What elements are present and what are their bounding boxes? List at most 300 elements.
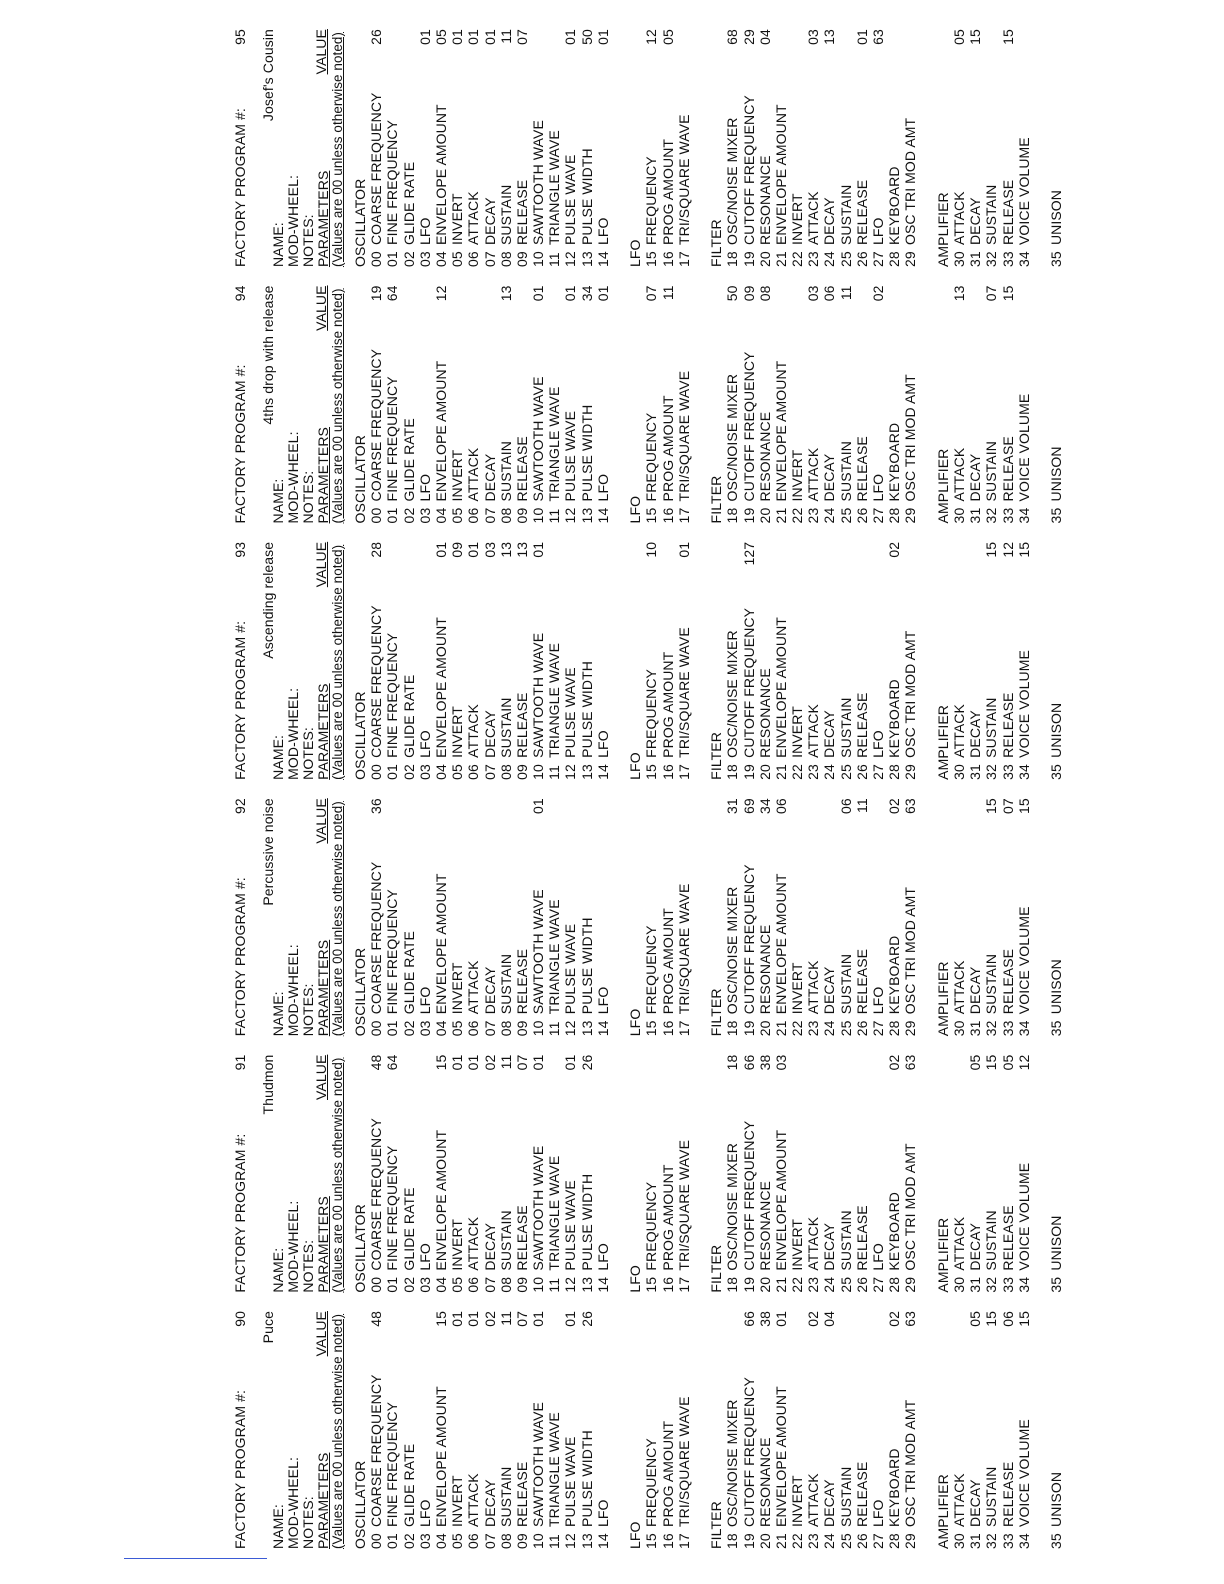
parameter-row: [757, 798, 773, 1036]
parameter-row: [417, 1055, 433, 1293]
parameter-name: LFO: [594, 217, 611, 246]
parameter-value: 13: [821, 29, 838, 45]
parameter-number: 18: [724, 764, 741, 780]
parameter-row: [417, 542, 433, 780]
section-title: FILTER: [708, 219, 725, 268]
parameter-value: 01: [562, 29, 579, 45]
parameter-number: 12: [562, 507, 579, 524]
parameter-name: FINE FREQUENCY: [384, 119, 401, 246]
parameter-value: 50: [724, 285, 741, 302]
factory-program-label: FACTORY PROGRAM #:: [232, 1390, 248, 1549]
parameter-number: 30: [950, 507, 967, 524]
parameter-name: LFO: [870, 1243, 886, 1271]
parameter-name: INVERT: [449, 706, 466, 758]
parameter-name: TRI/SQUARE WAVE: [675, 114, 692, 246]
parameter-number: 22: [789, 507, 806, 524]
parameter-value: 05: [999, 1054, 1016, 1071]
parameter-number: 29: [902, 1276, 919, 1293]
parameter-value: 15: [432, 1054, 449, 1071]
parameter-value: 29: [740, 29, 757, 45]
parameter-row: [465, 29, 481, 267]
parameter-number: 32: [983, 764, 1000, 780]
parameter-number: 32: [983, 1276, 1000, 1293]
parameter-row: [530, 29, 546, 267]
parameter-number: 15: [643, 251, 660, 268]
parameter-value: 15: [983, 1054, 1000, 1071]
parameter-name: DECAY: [481, 966, 498, 1015]
spacer: [1032, 542, 1048, 780]
parameter-row: [902, 798, 918, 1036]
parameter-value: 48: [368, 1311, 385, 1327]
parameter-name: OSC/NOISE MIXER: [724, 373, 741, 502]
parameter-name: UNISON: [1048, 1471, 1065, 1527]
parameter-name: INVERT: [449, 1218, 466, 1271]
spacer: [692, 542, 708, 780]
parameter-value: 02: [805, 1311, 822, 1327]
parameter-number: 02: [400, 507, 417, 524]
program-meta: [258, 541, 316, 780]
parameter-name: RELEASE: [853, 948, 870, 1015]
parameter-name: VOICE VOLUME: [1015, 650, 1032, 758]
parameter-number: 10: [530, 251, 547, 268]
program-number: 94: [232, 285, 248, 302]
section-title: OSCILLATOR: [352, 691, 368, 780]
parameter-list: [352, 29, 1064, 267]
program-panel: [230, 542, 1205, 780]
parameter-number: 26: [853, 1276, 870, 1293]
parameter-row: [838, 1055, 854, 1293]
parameter-number: 06: [465, 1533, 482, 1549]
parameter-name: SAWTOOTH WAVE: [530, 120, 547, 246]
parameter-name: ENVELOPE AMOUNT: [772, 617, 789, 758]
parameter-row: [562, 798, 578, 1036]
parameter-value: 01: [530, 798, 547, 814]
parameter-row: [384, 1311, 400, 1549]
name-label: NAME:: [270, 478, 286, 524]
parameter-row: [498, 285, 514, 523]
parameter-row: [514, 798, 530, 1036]
parameter-row: [983, 1311, 999, 1549]
parameter-row: [433, 1055, 449, 1293]
parameter-row: [546, 1311, 562, 1549]
parameter-row: [417, 1311, 433, 1549]
program-name: Thudmon: [260, 1054, 276, 1115]
parameter-value: 05: [967, 1054, 984, 1071]
parameter-row: [449, 29, 465, 267]
parameter-row: [384, 542, 400, 780]
parameter-value: 07: [999, 798, 1016, 814]
parameter-row: [482, 798, 498, 1036]
parameter-row: [821, 1055, 837, 1293]
parameter-row: [579, 1311, 595, 1549]
parameter-number: 03: [416, 1020, 433, 1037]
parameter-number: 17: [675, 764, 692, 780]
parameter-number: 11: [546, 1021, 563, 1037]
parameter-row: [1000, 798, 1016, 1036]
parameter-number: 19: [740, 1276, 757, 1293]
parameter-number: 07: [481, 1276, 498, 1293]
parameter-number: 07: [481, 1020, 498, 1037]
parameter-name: SUSTAIN: [837, 1466, 854, 1527]
parameter-value: 38: [756, 1054, 773, 1071]
parameter-value: 01: [449, 1054, 466, 1071]
parameter-number: 28: [886, 251, 903, 268]
parameter-name: ATTACK: [950, 447, 967, 502]
parameter-number: 17: [675, 507, 692, 524]
spacer: [611, 1311, 627, 1549]
parameters-header: [315, 29, 349, 267]
parameter-number: 28: [886, 1533, 903, 1549]
spacer: [692, 798, 708, 1036]
parameter-number: 13: [578, 507, 595, 524]
section-title: LFO: [627, 1008, 644, 1037]
parameter-number: 13: [578, 1020, 595, 1037]
parameter-number: 28: [886, 1276, 903, 1293]
parameter-name: INVERT: [789, 962, 806, 1015]
parameter-name: TRIANGLE WAVE: [546, 130, 563, 246]
parameter-number: 14: [594, 507, 611, 524]
parameter-number: 15: [643, 1276, 660, 1293]
parameter-name: ATTACK: [950, 704, 967, 758]
parameter-name: UNISON: [1048, 189, 1065, 246]
parameter-value: 01: [562, 1054, 579, 1071]
parameter-name: KEYBOARD: [886, 1448, 903, 1527]
parameter-number: 31: [967, 1020, 984, 1037]
parameter-number: 33: [999, 1276, 1016, 1293]
parameter-number: 30: [950, 251, 967, 268]
program-header: [232, 1311, 250, 1549]
parameter-value: 03: [481, 541, 498, 558]
parameter-row: [886, 285, 902, 523]
parameter-name: OSC TRI MOD AMT: [902, 886, 919, 1015]
parameter-row: [465, 1311, 481, 1549]
parameter-row: [886, 798, 902, 1036]
section-title: OSCILLATOR: [352, 1460, 368, 1549]
parameter-row: [514, 29, 530, 267]
parameter-number: 16: [659, 507, 676, 524]
factory-program-label: FACTORY PROGRAM #:: [232, 620, 248, 780]
parameter-row: [546, 29, 562, 267]
parameter-number: 32: [983, 1533, 1000, 1549]
parameter-number: 15: [643, 1020, 660, 1037]
parameter-number: 15: [643, 764, 660, 780]
parameter-row: [530, 285, 546, 523]
parameter-name: COARSE FREQUENCY: [368, 605, 385, 758]
parameter-number: 22: [789, 251, 806, 268]
parameter-name: UNISON: [1048, 959, 1065, 1015]
parameter-name: CUTOFF FREQUENCY: [740, 607, 757, 758]
parameter-number: 34: [1015, 251, 1032, 268]
parameter-number: 21: [772, 507, 789, 524]
parameter-number: 02: [400, 1533, 417, 1549]
parameter-number: 17: [675, 1276, 692, 1293]
parameter-name: DECAY: [821, 453, 838, 502]
parameter-name: DECAY: [821, 1222, 838, 1271]
parameter-number: 35: [1048, 507, 1065, 524]
parameter-value: 04: [756, 29, 773, 45]
parameter-name: PROG AMOUNT: [659, 1420, 676, 1527]
parameter-row: [643, 542, 659, 780]
parameter-row: [789, 1055, 805, 1293]
parameter-row: [805, 1311, 821, 1549]
parameter-name: DECAY: [821, 197, 838, 246]
parameter-value: 31: [724, 798, 741, 814]
parameter-value: 06: [772, 798, 789, 814]
parameter-name: OSC TRI MOD AMT: [902, 374, 919, 502]
parameter-number: 19: [740, 507, 757, 524]
parameter-value: 11: [853, 798, 870, 813]
value-label: VALUE: [313, 1054, 329, 1100]
parameter-value: 09: [449, 541, 466, 558]
parameter-value: 07: [643, 285, 660, 302]
parameter-number: 27: [870, 764, 886, 780]
parameter-name: SUSTAIN: [983, 1466, 1000, 1527]
parameter-row: [1000, 285, 1016, 523]
parameter-name: FINE FREQUENCY: [384, 889, 401, 1015]
parameter-name: RELEASE: [853, 1205, 870, 1271]
parameter-row: [595, 542, 611, 780]
parameter-number: 27: [870, 507, 886, 524]
parameter-number: 08: [497, 1276, 514, 1293]
parameter-value: 15: [983, 1311, 1000, 1327]
parameter-name: LFO: [870, 986, 886, 1015]
parameter-value: 01: [449, 29, 466, 45]
parameter-name: COARSE FREQUENCY: [368, 348, 385, 502]
program-panel: [230, 29, 1205, 267]
parameter-value: 03: [772, 1054, 789, 1071]
parameter-number: 07: [481, 507, 498, 524]
parameter-value: 34: [756, 798, 773, 814]
program-name: Ascending release: [260, 541, 276, 659]
parameter-name: ENVELOPE AMOUNT: [432, 1386, 449, 1527]
parameter-number: 06: [465, 1276, 482, 1293]
parameter-name: RELEASE: [853, 436, 870, 502]
mod-wheel-label: MOD-WHEEL:: [285, 431, 301, 524]
parameter-row: [1000, 542, 1016, 780]
parameter-value: 13: [497, 285, 514, 302]
parameter-value: 09: [740, 285, 757, 302]
parameter-value: 02: [886, 798, 903, 814]
parameter-row: [821, 1311, 837, 1549]
parameter-name: PULSE WAVE: [562, 667, 579, 758]
parameter-row: [401, 798, 417, 1036]
parameter-number: 01: [384, 1276, 401, 1293]
parameter-number: 21: [772, 1276, 789, 1293]
spacer: [1032, 29, 1048, 267]
parameter-row: [498, 1311, 514, 1549]
parameter-number: 10: [530, 1276, 547, 1293]
parameter-name: DECAY: [821, 966, 838, 1015]
parameter-number: 32: [983, 507, 1000, 524]
spacer: [919, 285, 935, 523]
parameter-name: LFO: [416, 217, 433, 246]
parameter-name: COARSE FREQUENCY: [368, 1374, 385, 1527]
parameter-number: 21: [772, 1020, 789, 1037]
parameter-name: VOICE VOLUME: [1015, 1162, 1032, 1271]
spacer: [1032, 285, 1048, 523]
parameter-number: 33: [999, 507, 1016, 524]
parameter-name: OSC/NOISE MIXER: [724, 630, 741, 758]
parameter-value: 01: [675, 541, 692, 558]
parameter-number: 34: [1015, 764, 1032, 780]
section-title: AMPLIFIER: [934, 448, 951, 524]
parameter-row: [854, 542, 870, 780]
parameter-name: RELEASE: [513, 436, 530, 502]
parameter-row: [773, 29, 789, 267]
parameter-name: FINE FREQUENCY: [384, 376, 401, 502]
parameter-name: VOICE VOLUME: [1015, 137, 1032, 246]
value-label: VALUE: [313, 541, 329, 588]
program-meta: [258, 285, 316, 524]
parameter-number: 22: [789, 1276, 806, 1293]
parameter-number: 30: [950, 1020, 967, 1037]
parameter-name: LFO: [594, 1243, 611, 1271]
parameter-row: [1048, 542, 1064, 780]
parameter-row: [546, 798, 562, 1036]
parameter-row: [773, 1311, 789, 1549]
parameter-number: 30: [950, 1533, 967, 1549]
parameter-row: [676, 1055, 692, 1293]
parameter-row: [643, 29, 659, 267]
parameter-value: 15: [983, 541, 1000, 558]
parameter-name: ENVELOPE AMOUNT: [432, 617, 449, 758]
factory-program-label: FACTORY PROGRAM #:: [232, 877, 248, 1037]
parameter-name: GLIDE RATE: [400, 931, 417, 1015]
parameter-row: [789, 542, 805, 780]
parameter-number: 08: [497, 1020, 514, 1037]
parameter-name: ENVELOPE AMOUNT: [432, 104, 449, 246]
parameter-number: 07: [481, 251, 498, 268]
parameter-row: [724, 1055, 740, 1293]
parameter-row: [870, 285, 886, 523]
parameter-row: [401, 29, 417, 267]
page-footer-line: [124, 1558, 267, 1559]
parameter-row: [498, 798, 514, 1036]
parameter-row: [1048, 1055, 1064, 1293]
parameter-row: [757, 542, 773, 780]
parameter-row: [741, 285, 757, 523]
parameter-number: 31: [967, 1276, 984, 1293]
parameter-name: PROG AMOUNT: [659, 138, 676, 246]
parameter-row: [1016, 29, 1032, 267]
parameter-name: RESONANCE: [756, 668, 773, 758]
program-number: 95: [232, 29, 248, 45]
parameter-number: 24: [821, 1276, 838, 1293]
parameter-number: 14: [594, 1276, 611, 1293]
parameter-name: OSC/NOISE MIXER: [724, 1143, 741, 1271]
parameter-name: FINE FREQUENCY: [384, 1401, 401, 1527]
parameter-number: 04: [432, 764, 449, 780]
parameter-number: 03: [416, 507, 433, 524]
parameter-number: 27: [870, 1533, 886, 1549]
parameter-number: 16: [659, 764, 676, 780]
parameter-row: [482, 542, 498, 780]
parameter-name: DECAY: [967, 710, 984, 758]
parameter-number: 28: [886, 507, 903, 524]
parameter-number: 02: [400, 1020, 417, 1037]
parameter-row: [595, 29, 611, 267]
parameter-row: [773, 798, 789, 1036]
parameter-number: 11: [546, 765, 563, 780]
parameter-row: [514, 1055, 530, 1293]
parameter-row: [821, 285, 837, 523]
parameter-number: 14: [594, 251, 611, 268]
parameter-name: SAWTOOTH WAVE: [530, 376, 547, 502]
parameter-row: [1048, 285, 1064, 523]
parameter-row: [401, 1055, 417, 1293]
parameter-name: TRIANGLE WAVE: [546, 899, 563, 1015]
program-panel: [230, 285, 1205, 523]
parameter-row: [854, 285, 870, 523]
parameter-number: 29: [902, 1020, 919, 1037]
parameter-number: 35: [1048, 1533, 1065, 1549]
parameter-value: 01: [481, 29, 498, 45]
section-title: AMPLIFIER: [934, 961, 951, 1037]
parameter-name: SUSTAIN: [837, 697, 854, 758]
section-title: FILTER: [708, 475, 725, 524]
parameter-row: [562, 1055, 578, 1293]
parameter-row: [417, 798, 433, 1036]
parameter-number: 10: [530, 1533, 547, 1549]
parameter-row: [805, 1055, 821, 1293]
parameter-name: RELEASE: [999, 436, 1016, 502]
parameter-name: OSC TRI MOD AMT: [902, 117, 919, 246]
parameter-number: 03: [416, 251, 433, 268]
parameter-number: 33: [999, 1020, 1016, 1037]
parameter-row: [789, 798, 805, 1036]
parameter-row: [465, 1055, 481, 1293]
parameters-header: [315, 542, 349, 780]
parameter-row: [1048, 1311, 1064, 1549]
parameter-name: TRIANGLE WAVE: [546, 1412, 563, 1527]
parameter-name: OSC/NOISE MIXER: [724, 886, 741, 1015]
parameter-number: 28: [886, 764, 903, 780]
parameter-value: 38: [756, 1311, 773, 1327]
value-label: VALUE: [313, 29, 329, 75]
parameter-name: CUTOFF FREQUENCY: [740, 1377, 757, 1527]
parameter-row: [643, 1055, 659, 1293]
parameter-number: 08: [497, 1533, 514, 1549]
parameter-name: GLIDE RATE: [400, 674, 417, 758]
parameter-row: [821, 798, 837, 1036]
parameter-value: 19: [368, 285, 385, 302]
parameter-row: [724, 542, 740, 780]
parameter-row: [1000, 1055, 1016, 1293]
parameter-name: TRIANGLE WAVE: [546, 386, 563, 502]
parameter-name: PULSE WIDTH: [578, 148, 595, 246]
parameter-name: TRIANGLE WAVE: [546, 1155, 563, 1271]
parameter-row: [870, 29, 886, 267]
parameter-row: [854, 1311, 870, 1549]
parameter-number: 10: [530, 507, 547, 524]
parameter-value: 08: [756, 285, 773, 302]
parameter-value: 01: [432, 541, 449, 558]
parameter-name: RELEASE: [513, 948, 530, 1015]
parameter-number: 23: [805, 1533, 822, 1549]
parameter-name: SUSTAIN: [497, 441, 514, 502]
parameter-value: 04: [821, 1311, 838, 1327]
parameter-row: [1016, 798, 1032, 1036]
notes-label: NOTES:: [300, 1239, 316, 1293]
parameter-number: 13: [578, 1533, 595, 1549]
parameter-number: 14: [594, 764, 611, 780]
parameter-number: 34: [1015, 1020, 1032, 1037]
parameter-row: [660, 1311, 676, 1549]
section-title: LFO: [627, 752, 644, 780]
parameter-row: [902, 1311, 918, 1549]
parameter-number: 24: [821, 251, 838, 268]
parameter-number: 16: [659, 1020, 676, 1037]
